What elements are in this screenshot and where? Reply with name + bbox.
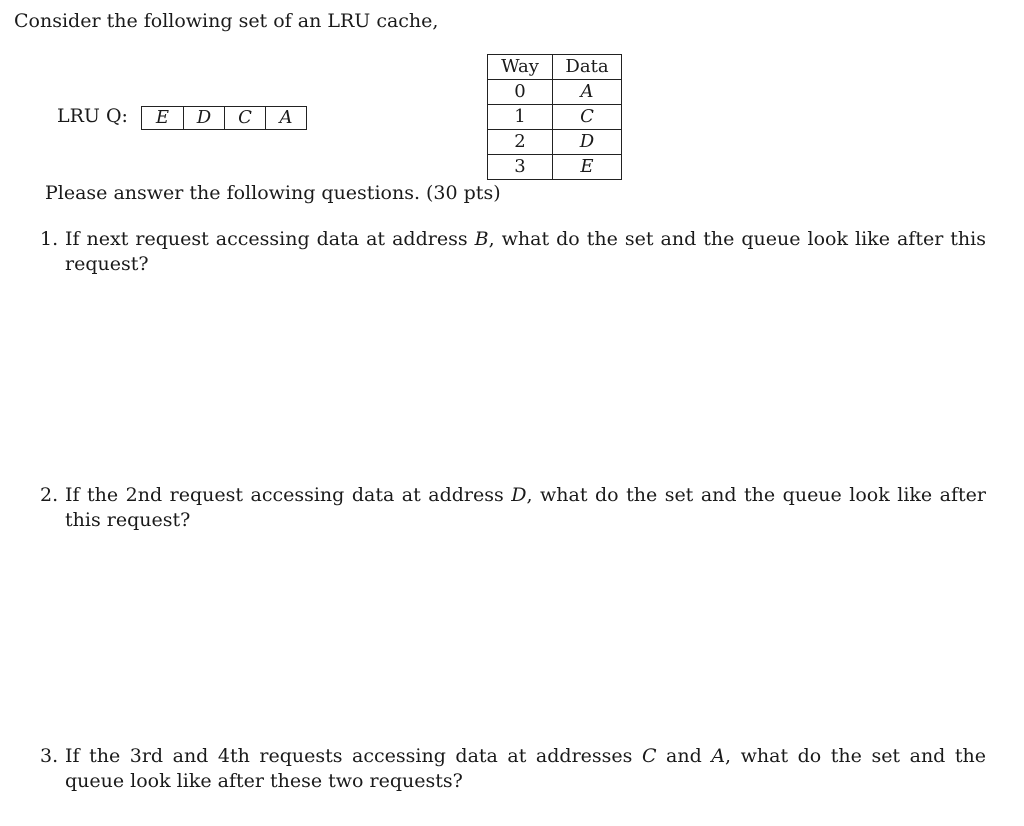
way-cell: 1 (488, 105, 553, 130)
way-cell: 3 (488, 155, 553, 180)
question-text: If the 3rd and 4th requests accessing data at addresses C and A, what do the set and the queue look like after these two requests? (65, 745, 986, 792)
question-2 (40, 483, 986, 533)
address-variable: D (511, 484, 527, 506)
instructions-text: Please answer the following questions. (30 pts) (45, 182, 501, 204)
address-variable: C (641, 745, 657, 767)
data-cell: E (553, 155, 622, 180)
lru-queue-label: LRU Q: (57, 105, 128, 127)
lru-queue-cell: A (279, 107, 293, 128)
table-row (488, 155, 622, 180)
question-number: 1. (40, 228, 59, 250)
data-cell: A (553, 80, 622, 105)
column-header-data: Data (553, 55, 622, 80)
way-cell: 0 (488, 80, 553, 105)
table-row (488, 80, 622, 105)
question-text: If the 2nd request accessing data at address D, what do the set and the queue look like after this request? (65, 484, 986, 531)
address-variable: A (711, 745, 726, 767)
question-number: 2. (40, 484, 59, 506)
lru-queue-cell: E (142, 107, 184, 129)
table-header-row (488, 55, 622, 80)
data-cell: D (553, 130, 622, 155)
address-variable: B (474, 228, 489, 250)
table-row (488, 130, 622, 155)
lru-queue-cell: C (225, 107, 266, 129)
data-cell: C (553, 105, 622, 130)
way-cell: 2 (488, 130, 553, 155)
question-text: If next request accessing data at address B, what do the set and the queue look like after this request? (65, 228, 986, 275)
question-3 (40, 744, 986, 794)
cache-set-table (487, 54, 622, 180)
column-header-way: Way (488, 55, 553, 80)
intro-text: Consider the following set of an LRU cache, (14, 10, 439, 32)
question-number: 3. (40, 745, 59, 767)
lru-queue-cell: D (184, 107, 225, 129)
table-row (488, 105, 622, 130)
question-1 (40, 227, 986, 277)
lru-queue (141, 106, 307, 130)
